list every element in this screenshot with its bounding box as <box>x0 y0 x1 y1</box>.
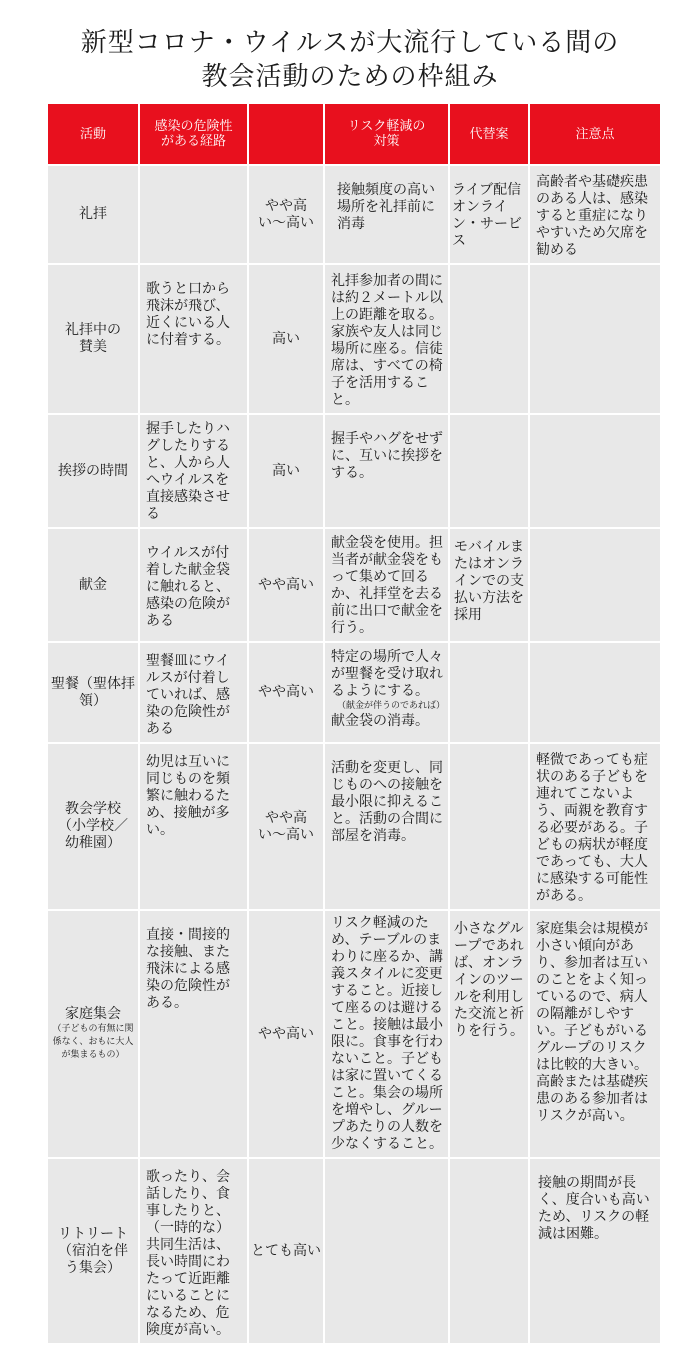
risk-cell: やや高い <box>249 643 323 742</box>
mitigation-cell: 握手やハグをせずに、互いに挨拶をする。 <box>325 415 448 527</box>
route-cell: 歌うと口から飛沫が飛び、近くにいる人に付着する。 <box>140 265 247 413</box>
notes-cell: 家庭集会は規模が小さい傾向があり、参加者は互いのことをよく知っているので、病人の隔離がしやすい。子どもがいるグループのリスクは比較的大きい。高齢または基礎疾患のある参加者はリスクが高い。 <box>530 911 660 1157</box>
mitigation-cell: 活動を変更し、同じものへの接触を最小限に抑えること。活動の合間に部屋を消毒。 <box>325 744 448 909</box>
header-notes: 注意点 <box>530 104 660 164</box>
risk-cell: やや高い <box>249 529 323 641</box>
route-cell: ウイルスが付着した献金袋に触れると、感染の危険がある <box>140 529 247 641</box>
activity-cell: 挨拶の時間 <box>48 415 138 527</box>
risk-cell: 高い <box>249 265 323 413</box>
header-mitigation: リスク軽減の対策 <box>325 104 448 164</box>
mitigation-cell: 礼拝参加者の間には約２メートル以上の距離を取る。家族や友人は同じ場所に座る。信徒席は、すべての椅子を活用すること。 <box>325 265 448 413</box>
mitigation-cell <box>325 643 448 742</box>
notes-cell <box>530 265 660 413</box>
alternative-cell <box>450 1159 528 1343</box>
mitigation-cell: 接触頻度の高い場所を礼拝前に消毒 <box>325 166 448 263</box>
header-risk <box>249 104 323 164</box>
alternative-cell: 小さなグループであれば、オンラインのツールを利用した交流と祈りを行う。 <box>450 911 528 1157</box>
activity-sub-label: （子どもの有無に関係なく、おもに大人が集まるもの） <box>52 1024 134 1060</box>
activity-cell: 礼拝 <box>48 166 138 263</box>
route-cell: 歌ったり、会話したり、食事したりと、（一時的な）共同生活は、長い時間にわたって近距離にいることになるため、危険度が高い。 <box>140 1159 247 1343</box>
activity-cell: 献金 <box>48 529 138 641</box>
table-row <box>48 415 660 527</box>
table-row <box>48 643 660 742</box>
table-row <box>48 911 660 1157</box>
activity-cell: リトリート（宿泊を伴う集会） <box>48 1159 138 1343</box>
mitigation-tail: 献金袋の消毒。 <box>331 713 429 729</box>
alternative-cell <box>450 415 528 527</box>
activity-label: 家庭集会 <box>65 1006 121 1022</box>
mitigation-cell: リスク軽減のため、テーブルのまわりに座るか、講義スタイルに変更すること。近接して座るのは避けること。接触は最小限に。食事を行わないこと。子どもは家に置いてくること。集会の場所を増やし、グループあたりの人数を少なくすること。 <box>325 911 448 1157</box>
notes-cell: 軽微であっても症状のある子どもを連れてこないよう、両親を教育する必要がある。子どもの病状が軽度であっても、大人に感染する可能性がある。 <box>530 744 660 909</box>
route-cell: 握手したりハグしたりすると、人から人へウイルスを直接感染させる <box>140 415 247 527</box>
route-cell: 直接・間接的な接触、また飛沫による感染の危険性がある。 <box>140 911 247 1157</box>
page-title <box>0 26 700 94</box>
alternative-cell: ライブ配信オンライン・サービス <box>450 166 528 263</box>
mitigation-note: （献金が伴うのであれば） <box>337 701 446 711</box>
route-cell <box>140 166 247 263</box>
framework-table <box>46 102 662 1345</box>
risk-cell: やや高い <box>249 911 323 1157</box>
header-alternative: 代替案 <box>450 104 528 164</box>
mitigation-text: 特定の場所で人々が聖餐を受け取れるようにする。 <box>331 649 443 699</box>
activity-cell: 教会学校（小学校／幼稚園） <box>48 744 138 909</box>
alternative-cell <box>450 643 528 742</box>
alternative-cell <box>450 744 528 909</box>
table-row <box>48 529 660 641</box>
table-row <box>48 166 660 263</box>
notes-cell: 高齢者や基礎疾患のある人は、感染すると重症になりやすいため欠席を勧める <box>530 166 660 263</box>
risk-cell: とても高い <box>249 1159 323 1343</box>
notes-cell <box>530 415 660 527</box>
header-activity: 活動 <box>48 104 138 164</box>
table-row <box>48 1159 660 1343</box>
header-route: 感染の危険性がある経路 <box>140 104 247 164</box>
title-line-1: 新型コロナ・ウイルスが大流行している間の <box>80 28 620 58</box>
notes-cell <box>530 643 660 742</box>
mitigation-cell: 献金袋を使用。担当者が献金袋をもって集めて回るか、礼拝堂を去る前に出口で献金を行う。 <box>325 529 448 641</box>
table-row <box>48 265 660 413</box>
mitigation-cell <box>325 1159 448 1343</box>
header-row <box>48 104 660 164</box>
route-cell: 聖餐皿にウイルスが付着していれば、感染の危険性がある <box>140 643 247 742</box>
activity-cell: 聖餐（聖体拝領） <box>48 643 138 742</box>
notes-cell: 接触の期間が長く、度合いも高いため、リスクの軽減は困難。 <box>530 1159 660 1343</box>
risk-cell: やや高い〜高い <box>249 744 323 909</box>
title-line-2: 教会活動のための枠組み <box>201 62 499 92</box>
alternative-cell: モバイルまたはオンラインでの支払い方法を採用 <box>450 529 528 641</box>
route-cell: 幼児は互いに同じものを頻繁に触わるため、接触が多い。 <box>140 744 247 909</box>
risk-cell: 高い <box>249 415 323 527</box>
activity-cell: 礼拝中の賛美 <box>48 265 138 413</box>
alternative-cell <box>450 265 528 413</box>
activity-cell <box>48 911 138 1157</box>
table-row <box>48 744 660 909</box>
notes-cell <box>530 529 660 641</box>
risk-cell: やや高い〜高い <box>249 166 323 263</box>
